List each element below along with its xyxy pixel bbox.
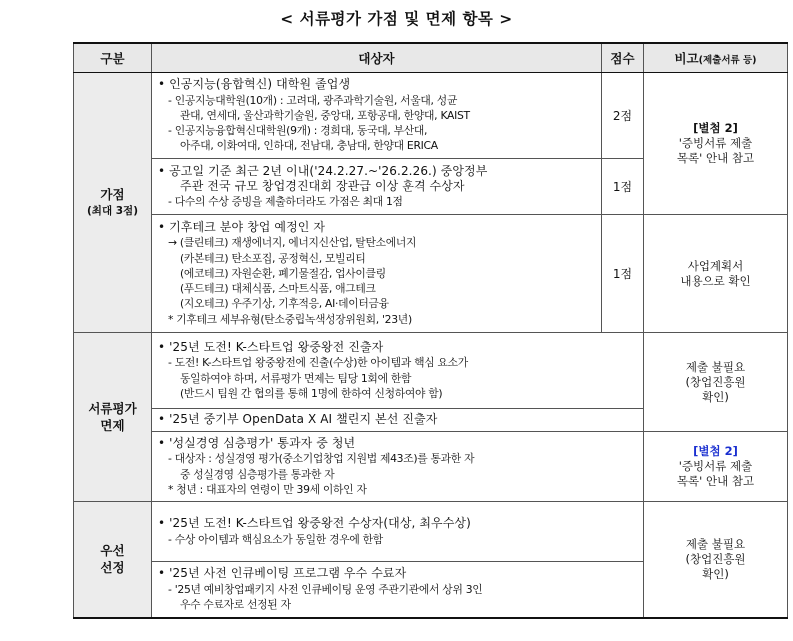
evaluation-table [73,42,788,619]
target-line: (지오테크) 우주기상, 기후적응, AI·데이터금융 [180,297,389,311]
target-line: • 인공지능(융합혁신) 대학원 졸업생 [158,77,351,92]
target-line: - 수상 아이템과 핵심요소가 동일한 경우에 한함 [168,532,383,546]
target-line: - 대상자 : 성실경영 평가(중소기업창업 지원법 제43조)를 통과한 자 [168,452,475,466]
remark-line: 확인) [702,566,729,581]
target-line: 중 성실경영 심층평가를 통과한 자 [180,467,335,481]
table-row [74,73,788,159]
target-cell [152,215,602,333]
target-line: • '25년 도전! K-스타트업 왕중왕전 진출자 [158,340,384,355]
header-remark-main: 비고 [674,51,699,66]
target-line: • 기후테크 분야 창업 예정인 자 [158,220,326,235]
remark-line: 목록' 안내 참고 [676,151,755,165]
remark-line: (창업진흥원 [685,374,746,389]
table-row [74,333,788,409]
target-cell [152,333,644,409]
remark-ref: [별첨 2] [693,444,738,458]
table-header-row [74,43,788,73]
remark-line: 목록' 안내 참고 [676,474,755,488]
header-target: 대상자 [152,43,602,73]
group-priority [74,502,152,618]
remark-line: 내용으로 확인 [680,273,751,288]
target-line: 우수 수료자로 선정된 자 [180,597,291,611]
target-line: (반드시 팀원 간 협의를 통해 1명에 한하여 신청하여야 함) [180,386,443,400]
remark-line: (창업진흥원 [685,551,746,566]
target-line: 관대, 연세대, 울산과학기술원, 중앙대, 포항공대, 한양대, KAIST [180,108,470,122]
target-cell [152,159,602,215]
target-cell [152,73,602,159]
header-category: 구분 [74,43,152,73]
group-exempt [74,333,152,502]
group-label: 우선 [100,543,125,559]
remark-line: 제출 불필요 [685,359,746,374]
target-line: 아주대, 이화여대, 인하대, 전남대, 충남대, 한양대 ERICA [180,139,438,153]
remark-line: '증빙서류 제출 [678,459,753,473]
header-remark-small: (제출서류 등) [698,55,757,66]
group-label: 서류평가 [88,401,137,416]
remark-line: 제출 불필요 [685,536,746,551]
group-sublabel: (최대 3점) [87,204,138,217]
target-line: - 다수의 수상 증빙을 제출하더라도 가점은 최대 1점 [168,195,403,209]
score-cell: 1점 [602,215,644,333]
header-remark [644,43,788,73]
target-cell [152,432,644,502]
remark-cell [644,432,788,502]
target-cell [152,562,644,618]
remark-line: 사업계획서 [687,258,744,273]
target-cell [152,409,644,432]
remark-line: 확인) [702,389,729,404]
score-cell: 1점 [602,159,644,215]
target-line: • '25년 사전 인큐베이팅 프로그램 우수 수료자 [158,566,407,581]
target-line: 동일하여야 하며, 서류평가 면제는 팀당 1회에 한함 [180,371,412,385]
remark-cell [644,333,788,432]
target-line: → (클린테크) 재생에너지, 에너지신산업, 탈탄소에너지 [168,236,417,250]
target-line: • '25년 중기부 OpenData X AI 챌린지 본선 진출자 [158,412,438,427]
target-line: - 인공지능대학원(10개) : 고려대, 광주과학기술원, 서울대, 성균 [168,93,458,107]
table-row [74,215,788,333]
target-line: * 청년 : 대표자의 연령이 만 39세 이하인 자 [168,482,367,496]
group-label: 면제 [100,418,125,433]
target-line: • '25년 도전! K-스타트업 왕중왕전 수상자(대상, 최우수상) [158,516,471,531]
target-line: - 도전! K-스타트업 왕중왕전에 진출(수상)한 아이템과 핵심 요소가 [168,356,468,370]
target-line: (푸드테크) 대체식품, 스마트식품, 애그테크 [180,282,376,296]
group-bonus [74,73,152,333]
group-label: 가점 [100,186,125,202]
target-line: - '25년 예비창업패키지 사전 인큐베이팅 운영 주관기관에서 상위 3인 [168,582,483,596]
target-line: • '성실경영 심층평가' 통과자 중 청년 [158,436,356,451]
target-line: * 기후테크 세부유형(탄소중립녹색성장위원회, '23년) [168,312,412,326]
table-row [74,432,788,502]
remark-cell [644,502,788,618]
target-line: • 공고일 기준 최근 2년 이내('24.2.27.~'26.2.26.) 중앙정부 [158,163,488,178]
remark-cell [644,73,788,215]
target-line: (에코테크) 자원순환, 폐기물절감, 업사이클링 [180,266,386,280]
score-cell: 2점 [602,73,644,159]
target-cell [152,502,644,562]
table-row [74,502,788,562]
remark-ref: [별첨 2] [693,121,738,135]
remark-line: '증빙서류 제출 [678,136,753,150]
header-score: 점수 [602,43,644,73]
group-label: 선정 [100,560,125,576]
target-line: - 인공지능융합혁신대학원(9개) : 경희대, 동국대, 부산대, [168,124,428,138]
target-line: (카본테크) 탄소포집, 공정혁신, 모빌리티 [180,251,366,265]
target-line: 주관 전국 규모 창업경진대회 장관급 이상 훈격 수상자 [180,178,465,193]
page-title: < 서류평가 가점 및 면제 항목 > [280,10,513,28]
remark-cell [644,215,788,333]
